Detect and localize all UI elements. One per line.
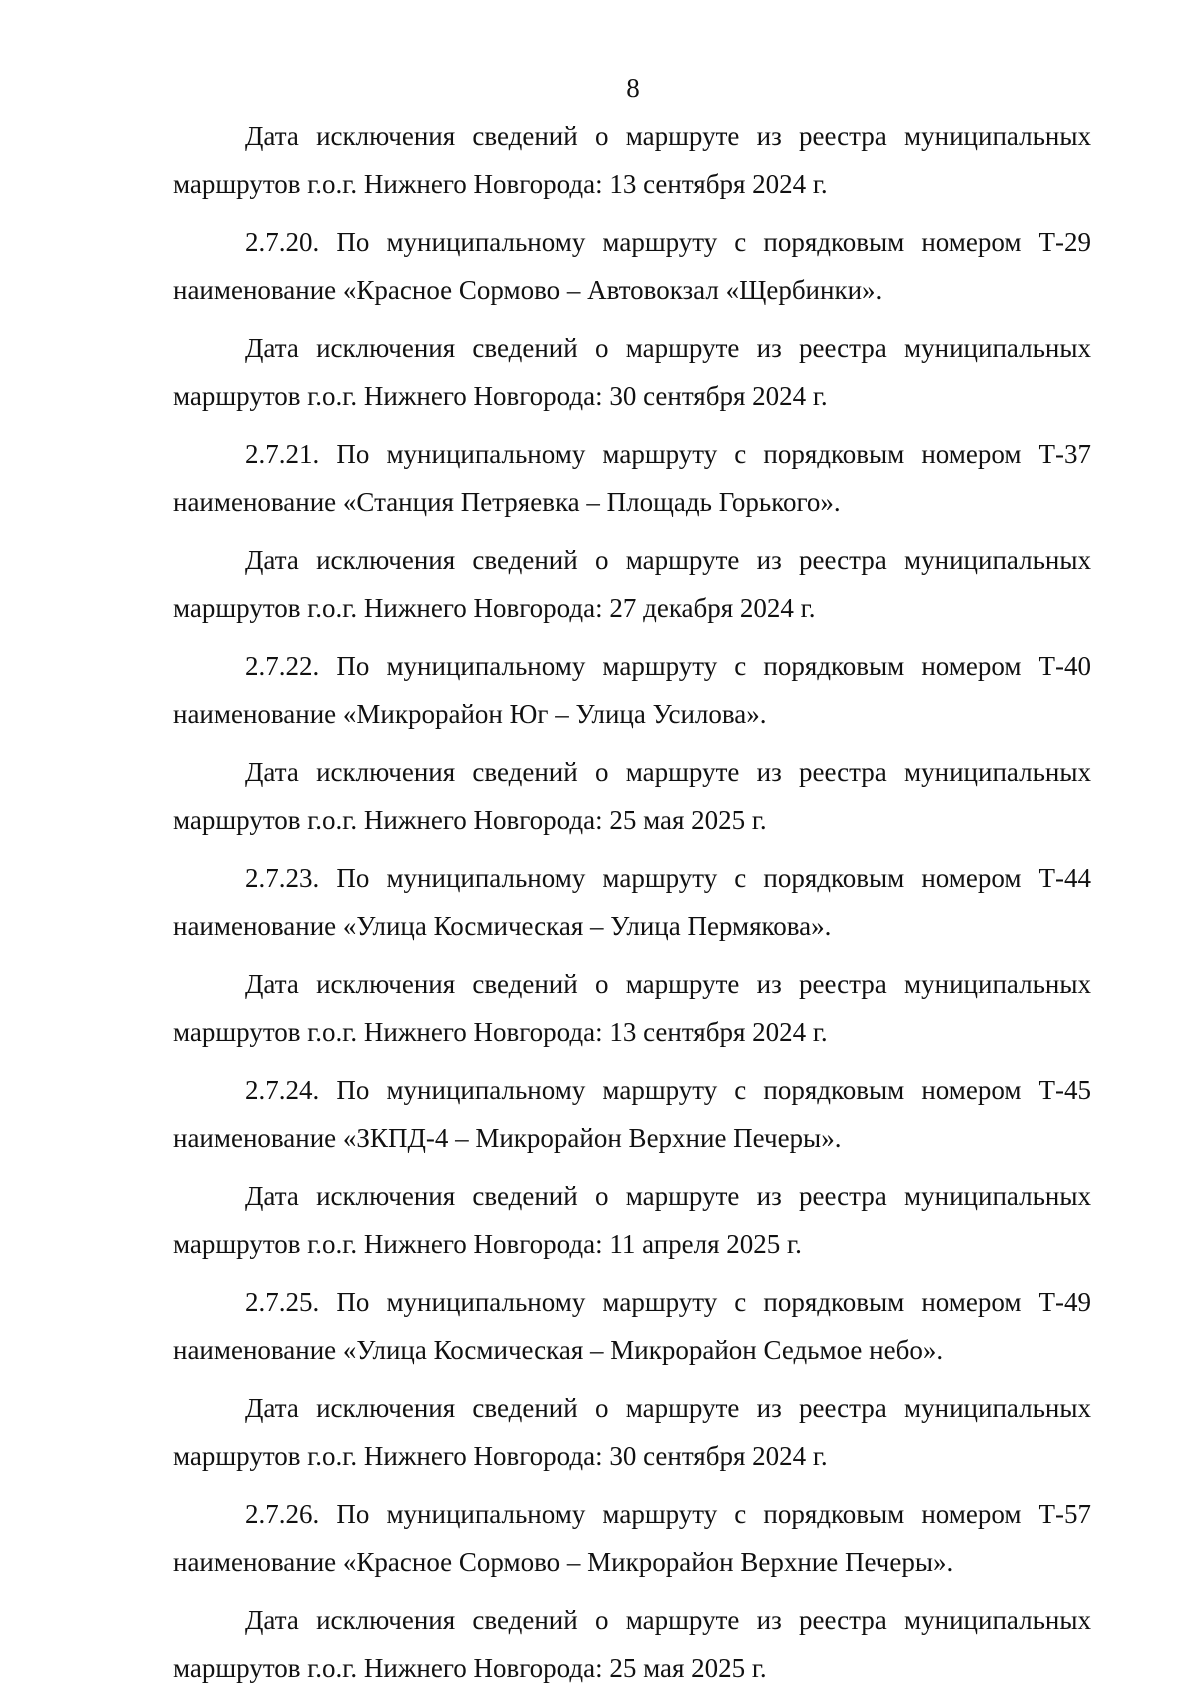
- exclusion-date-paragraph: Дата исключения сведений о маршруте из реестра муниципальных маршрутов г.о.г. Нижнего Новгорода: 13 сентября 2024 г.: [173, 969, 1091, 1047]
- route-item-2-7-22: 2.7.22. По муниципальному маршруту с порядковым номером Т-40 наименование «Микрорайон Юг – Улица Усилова».: [173, 651, 1091, 729]
- document-body: [173, 112, 1091, 1702]
- exclusion-date-paragraph: Дата исключения сведений о маршруте из реестра муниципальных маршрутов г.о.г. Нижнего Новгорода: 27 декабря 2024 г.: [173, 545, 1091, 623]
- exclusion-date-paragraph: Дата исключения сведений о маршруте из реестра муниципальных маршрутов г.о.г. Нижнего Новгорода: 13 сентября 2024 г.: [173, 121, 1091, 199]
- route-item-2-7-24: 2.7.24. По муниципальному маршруту с порядковым номером Т-45 наименование «ЗКПД-4 – Микрорайон Верхние Печеры».: [173, 1075, 1091, 1153]
- route-item-2-7-20: 2.7.20. По муниципальному маршруту с порядковым номером Т-29 наименование «Красное Сормово – Автовокзал «Щербинки».: [173, 227, 1091, 305]
- exclusion-date-paragraph: Дата исключения сведений о маршруте из реестра муниципальных маршрутов г.о.г. Нижнего Новгорода: 25 мая 2025 г.: [173, 757, 1091, 835]
- page-number: 8: [626, 73, 640, 103]
- exclusion-date-paragraph: Дата исключения сведений о маршруте из реестра муниципальных маршрутов г.о.г. Нижнего Новгорода: 25 мая 2025 г.: [173, 1605, 1091, 1683]
- route-item-2-7-25: 2.7.25. По муниципальному маршруту с порядковым номером Т-49 наименование «Улица Космическая – Микрорайон Седьмое небо».: [173, 1287, 1091, 1365]
- exclusion-date-paragraph: Дата исключения сведений о маршруте из реестра муниципальных маршрутов г.о.г. Нижнего Новгорода: 30 сентября 2024 г.: [173, 333, 1091, 411]
- route-item-2-7-26: 2.7.26. По муниципальному маршруту с порядковым номером Т-57 наименование «Красное Сормово – Микрорайон Верхние Печеры».: [173, 1499, 1091, 1577]
- exclusion-date-paragraph: Дата исключения сведений о маршруте из реестра муниципальных маршрутов г.о.г. Нижнего Новгорода: 11 апреля 2025 г.: [173, 1181, 1091, 1259]
- route-item-2-7-21: 2.7.21. По муниципальному маршруту с порядковым номером Т-37 наименование «Станция Петряевка – Площадь Горького».: [173, 439, 1091, 517]
- exclusion-date-paragraph: Дата исключения сведений о маршруте из реестра муниципальных маршрутов г.о.г. Нижнего Новгорода: 30 сентября 2024 г.: [173, 1393, 1091, 1471]
- route-item-2-7-23: 2.7.23. По муниципальному маршруту с порядковым номером Т-44 наименование «Улица Космическая – Улица Пермякова».: [173, 863, 1091, 941]
